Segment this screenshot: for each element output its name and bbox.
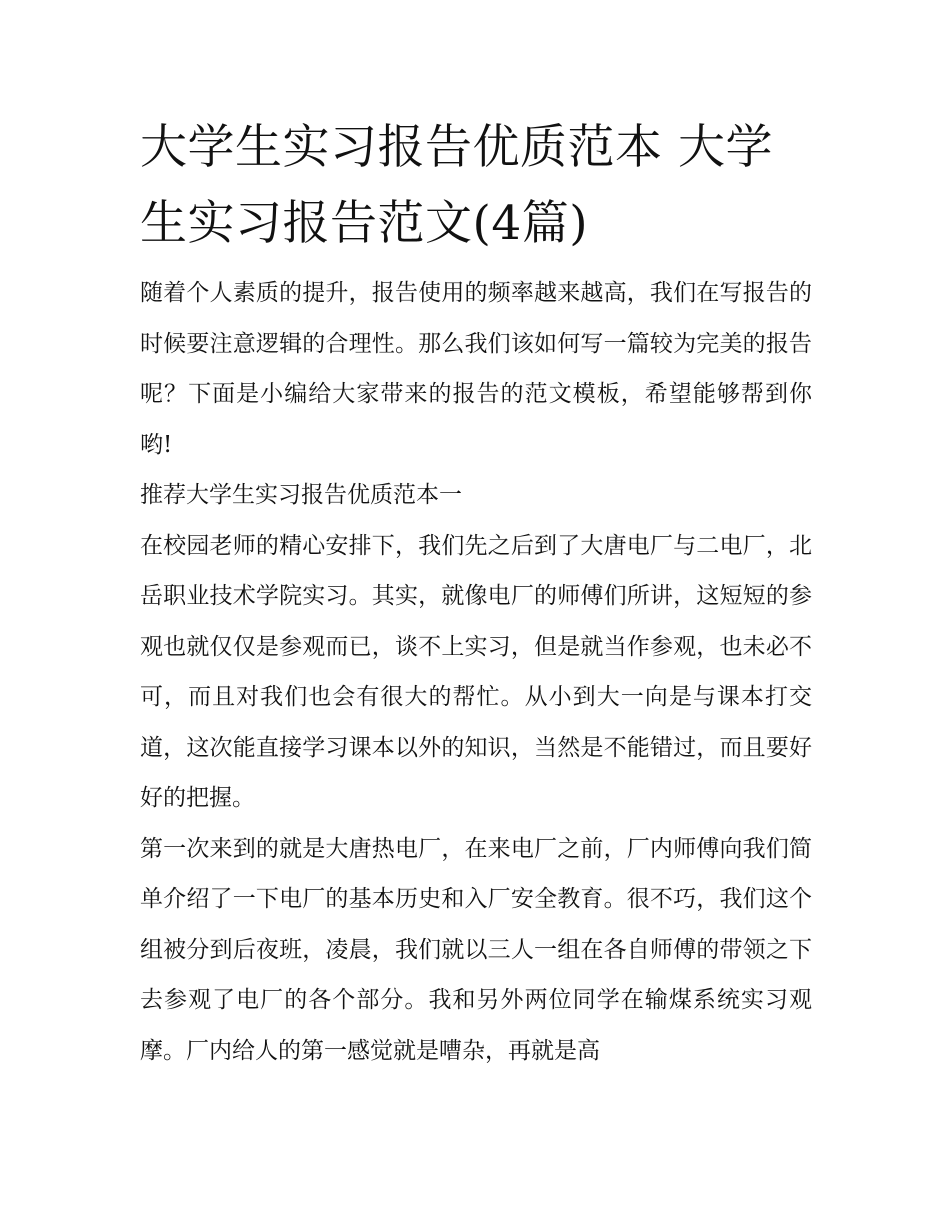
document-body [140,110,812,1076]
body-paragraph: 在校园老师的精心安排下，我们先之后到了大唐电厂与二电厂，北岳职业技术学院实习。其实，就像电厂的师傅们所讲，这短短的参观也就仅仅是参观而已，谈不上实习，但是就当作参观，也未必不可，而且对我们也会有很大的帮忙。从小到大一向是与课本打交道，这次能直接学习课本以外的知识，当然是不能错过，而且要好好的把握。 [140,532,812,811]
section-heading: 推荐大学生实习报告优质范本一 [140,482,462,508]
body-paragraph: 第一次来到的就是大唐热电厂，在来电厂之前，厂内师傅向我们简单介绍了一下电厂的基本历史和入厂安全教育。很不巧，我们这个组被分到后夜班，凌晨，我们就以三人一组在各自师傅的带领之下去参观了电厂的各个部分。我和另外两位同学在输煤系统实习观摩。厂内给人的第一感觉就是嘈杂，再就是高 [140,835,812,1064]
document-title: 大学生实习报告优质范本 大学生实习报告范文(4篇) [140,120,773,251]
intro-paragraph: 随着个人素质的提升，报告使用的频率越来越高，我们在写报告的时候要注意逻辑的合理性。那么我们该如何写一篇较为完美的报告呢？下面是小编给大家带来的报告的范文模板，希望能够帮到你哟! [140,280,812,458]
